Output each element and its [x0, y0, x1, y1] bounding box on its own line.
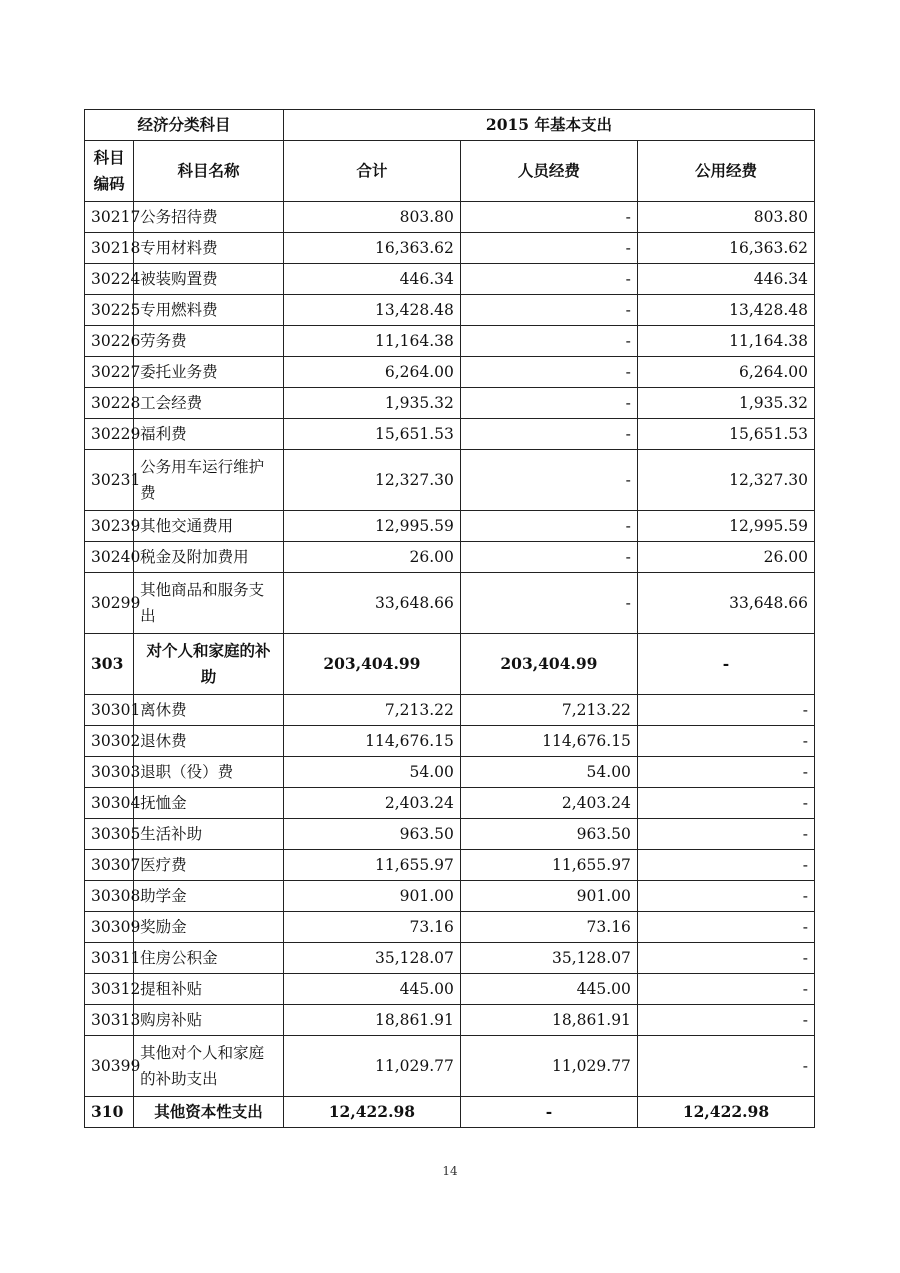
row-name: 其他资本性支出 [134, 1097, 284, 1128]
row-name: 对个人和家庭的补助 [134, 634, 284, 695]
row-personnel: 54.00 [460, 757, 637, 788]
row-personnel: - [460, 419, 637, 450]
row-public: 6,264.00 [637, 357, 814, 388]
row-code: 30217 [85, 202, 134, 233]
row-public: 33,648.66 [637, 573, 814, 634]
row-name: 其他商品和服务支出 [134, 573, 284, 634]
row-personnel: - [460, 357, 637, 388]
row-total: 35,128.07 [283, 943, 460, 974]
row-code: 30231 [85, 450, 134, 511]
table-row [85, 202, 815, 233]
row-total: 445.00 [283, 974, 460, 1005]
category-row [85, 1097, 815, 1128]
row-personnel: - [460, 264, 637, 295]
header-row-1 [85, 110, 815, 141]
row-name: 其他交通费用 [134, 511, 284, 542]
row-public: - [637, 757, 814, 788]
row-total: 12,327.30 [283, 450, 460, 511]
personnel-column-header: 人员经费 [460, 141, 637, 202]
row-name: 提租补贴 [134, 974, 284, 1005]
row-public: - [637, 819, 814, 850]
public-column-header: 公用经费 [637, 141, 814, 202]
header-row-2 [85, 141, 815, 202]
row-code: 30311 [85, 943, 134, 974]
row-total: 13,428.48 [283, 295, 460, 326]
row-code: 310 [85, 1097, 134, 1128]
row-public: - [637, 881, 814, 912]
row-name: 医疗费 [134, 850, 284, 881]
row-name: 助学金 [134, 881, 284, 912]
row-public: - [637, 634, 814, 695]
row-name: 奖励金 [134, 912, 284, 943]
row-personnel: 73.16 [460, 912, 637, 943]
row-name: 福利费 [134, 419, 284, 450]
row-public: - [637, 695, 814, 726]
table-row [85, 1005, 815, 1036]
table-row [85, 881, 815, 912]
row-name: 公务用车运行维护费 [134, 450, 284, 511]
row-personnel: - [460, 233, 637, 264]
row-public: 12,327.30 [637, 450, 814, 511]
row-name: 公务招待费 [134, 202, 284, 233]
row-personnel: - [460, 511, 637, 542]
row-code: 30224 [85, 264, 134, 295]
row-code: 30303 [85, 757, 134, 788]
row-total: 12,422.98 [283, 1097, 460, 1128]
row-name: 委托业务费 [134, 357, 284, 388]
row-name: 劳务费 [134, 326, 284, 357]
row-personnel: 11,029.77 [460, 1036, 637, 1097]
table-row [85, 357, 815, 388]
row-public: 11,164.38 [637, 326, 814, 357]
row-total: 6,264.00 [283, 357, 460, 388]
page-number: 14 [442, 1164, 458, 1178]
row-name: 工会经费 [134, 388, 284, 419]
row-personnel: - [460, 388, 637, 419]
row-total: 11,164.38 [283, 326, 460, 357]
row-public: - [637, 850, 814, 881]
row-code: 30227 [85, 357, 134, 388]
row-code: 30301 [85, 695, 134, 726]
table-row [85, 511, 815, 542]
row-name: 其他对个人和家庭的补助支出 [134, 1036, 284, 1097]
row-personnel: 114,676.15 [460, 726, 637, 757]
row-code: 30218 [85, 233, 134, 264]
row-personnel: 18,861.91 [460, 1005, 637, 1036]
row-total: 73.16 [283, 912, 460, 943]
row-total: 963.50 [283, 819, 460, 850]
row-public: - [637, 788, 814, 819]
row-total: 203,404.99 [283, 634, 460, 695]
row-personnel: 203,404.99 [460, 634, 637, 695]
row-total: 901.00 [283, 881, 460, 912]
table-row [85, 573, 815, 634]
row-personnel: - [460, 542, 637, 573]
table-row [85, 419, 815, 450]
row-code: 30309 [85, 912, 134, 943]
row-code: 30239 [85, 511, 134, 542]
row-total: 11,655.97 [283, 850, 460, 881]
row-code: 30240 [85, 542, 134, 573]
row-public: 16,363.62 [637, 233, 814, 264]
name-column-header: 科目名称 [134, 141, 284, 202]
economic-classification-header: 经济分类科目 [85, 110, 284, 141]
row-personnel: - [460, 295, 637, 326]
table-row [85, 326, 815, 357]
row-public: - [637, 974, 814, 1005]
code-column-header: 科目编码 [85, 141, 134, 202]
row-name: 抚恤金 [134, 788, 284, 819]
row-public: - [637, 1005, 814, 1036]
table-row [85, 295, 815, 326]
row-personnel: - [460, 326, 637, 357]
row-code: 30229 [85, 419, 134, 450]
table-row [85, 974, 815, 1005]
row-name: 住房公积金 [134, 943, 284, 974]
table-row [85, 695, 815, 726]
row-code: 30399 [85, 1036, 134, 1097]
row-personnel: - [460, 202, 637, 233]
table-row [85, 788, 815, 819]
row-code: 30313 [85, 1005, 134, 1036]
row-total: 33,648.66 [283, 573, 460, 634]
row-name: 离休费 [134, 695, 284, 726]
row-personnel: 445.00 [460, 974, 637, 1005]
row-personnel: 11,655.97 [460, 850, 637, 881]
row-total: 26.00 [283, 542, 460, 573]
row-total: 446.34 [283, 264, 460, 295]
row-personnel: - [460, 573, 637, 634]
row-public: 803.80 [637, 202, 814, 233]
row-public: 446.34 [637, 264, 814, 295]
row-code: 30308 [85, 881, 134, 912]
row-code: 303 [85, 634, 134, 695]
table-row [85, 388, 815, 419]
row-code: 30299 [85, 573, 134, 634]
category-row [85, 634, 815, 695]
row-total: 18,861.91 [283, 1005, 460, 1036]
row-personnel: 35,128.07 [460, 943, 637, 974]
total-column-header: 合计 [283, 141, 460, 202]
row-name: 税金及附加费用 [134, 542, 284, 573]
table-row [85, 1036, 815, 1097]
row-total: 11,029.77 [283, 1036, 460, 1097]
row-total: 2,403.24 [283, 788, 460, 819]
table-row [85, 757, 815, 788]
row-total: 54.00 [283, 757, 460, 788]
table-row [85, 912, 815, 943]
row-name: 退休费 [134, 726, 284, 757]
table-row [85, 850, 815, 881]
row-code: 30302 [85, 726, 134, 757]
year-title-header: 2015 年基本支出 [283, 110, 814, 141]
row-name: 专用燃料费 [134, 295, 284, 326]
budget-table [84, 109, 815, 1128]
row-total: 7,213.22 [283, 695, 460, 726]
row-public: - [637, 1036, 814, 1097]
row-public: - [637, 943, 814, 974]
table-row [85, 726, 815, 757]
row-name: 生活补助 [134, 819, 284, 850]
table-row [85, 943, 815, 974]
table-row [85, 450, 815, 511]
table-row [85, 542, 815, 573]
row-total: 803.80 [283, 202, 460, 233]
row-personnel: - [460, 450, 637, 511]
row-total: 16,363.62 [283, 233, 460, 264]
row-personnel: 2,403.24 [460, 788, 637, 819]
row-code: 30304 [85, 788, 134, 819]
row-public: 15,651.53 [637, 419, 814, 450]
row-personnel: 963.50 [460, 819, 637, 850]
row-name: 专用材料费 [134, 233, 284, 264]
row-code: 30226 [85, 326, 134, 357]
row-personnel: 901.00 [460, 881, 637, 912]
table-row [85, 233, 815, 264]
row-public: - [637, 726, 814, 757]
row-personnel: - [460, 1097, 637, 1128]
row-code: 30305 [85, 819, 134, 850]
row-public: 13,428.48 [637, 295, 814, 326]
row-total: 15,651.53 [283, 419, 460, 450]
row-total: 114,676.15 [283, 726, 460, 757]
row-code: 30228 [85, 388, 134, 419]
row-name: 被装购置费 [134, 264, 284, 295]
row-personnel: 7,213.22 [460, 695, 637, 726]
row-total: 12,995.59 [283, 511, 460, 542]
table-row [85, 819, 815, 850]
row-code: 30225 [85, 295, 134, 326]
row-name: 购房补贴 [134, 1005, 284, 1036]
row-public: 12,422.98 [637, 1097, 814, 1128]
row-code: 30307 [85, 850, 134, 881]
row-public: 1,935.32 [637, 388, 814, 419]
row-code: 30312 [85, 974, 134, 1005]
row-name: 退职（役）费 [134, 757, 284, 788]
row-public: 26.00 [637, 542, 814, 573]
row-public: - [637, 912, 814, 943]
row-public: 12,995.59 [637, 511, 814, 542]
table-row [85, 264, 815, 295]
row-total: 1,935.32 [283, 388, 460, 419]
